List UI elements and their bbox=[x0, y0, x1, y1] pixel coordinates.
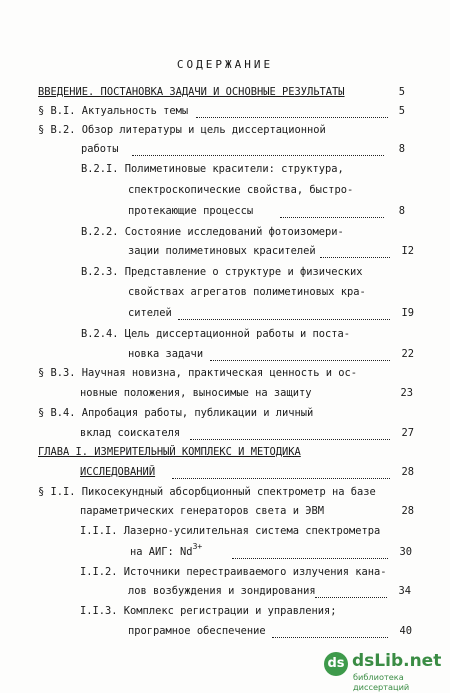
ds-logo-icon: ds bbox=[324, 652, 348, 676]
toc-entry-113: I.I.3. Комплекс регистрации и управления; bbox=[80, 605, 337, 617]
toc-page-ch1: 28 bbox=[401, 466, 414, 478]
dot-leader bbox=[315, 584, 387, 598]
toc-page-b4: 27 bbox=[401, 427, 414, 439]
toc-page-113: 40 bbox=[399, 625, 412, 637]
toc-entry-111-cont bbox=[130, 542, 203, 559]
toc-entry-b24-cont: новка задачи bbox=[128, 348, 204, 360]
toc-entry-b1: § В.I. Актуальность темы bbox=[38, 105, 189, 117]
toc-entry-b21-cont2: протекающие процессы bbox=[128, 205, 254, 217]
toc-entry-11-cont: параметрических генераторов света и ЭВМ bbox=[80, 505, 324, 517]
toc-entry-111: I.I.I. Лазерно-усилительная система спектрометра bbox=[80, 525, 381, 537]
watermark-brand: dsLib.net bbox=[352, 651, 442, 671]
toc-page-112: 34 bbox=[398, 585, 411, 597]
toc-entry-b24: В.2.4. Цель диссертационной работы и поста- bbox=[81, 328, 350, 340]
toc-entry-b3-cont: новные положения, выносимые на защиту bbox=[80, 387, 312, 399]
toc-page-b21: 8 bbox=[398, 205, 405, 217]
toc-page-b1: 5 bbox=[398, 105, 405, 117]
toc-entry-b4-cont: вклад соискателя bbox=[80, 427, 181, 439]
toc-entry-b22-cont: зации полиметиновых красителей bbox=[128, 245, 316, 257]
toc-page-11: 28 bbox=[401, 505, 414, 517]
toc-entry-11: § I.I. Пикосекундный абсорбционный спектрометр на базе bbox=[38, 486, 376, 498]
toc-entry-ch1: ГЛАВА I. ИЗМЕРИТЕЛЬНЫЙ КОМПЛЕКС И МЕТОДИКА bbox=[38, 446, 301, 458]
dot-leader bbox=[280, 204, 384, 218]
watermark-subtitle: библиотека диссертаций bbox=[353, 672, 410, 692]
toc-page-b23: I9 bbox=[401, 307, 414, 319]
toc-entry-111-formula: на АИГ: Nd bbox=[130, 546, 193, 558]
toc-entry-112-cont: лов возбуждения и зондирования bbox=[128, 585, 316, 597]
dot-leader bbox=[196, 104, 388, 118]
dot-leader bbox=[232, 545, 388, 559]
toc-page-111: 30 bbox=[399, 546, 412, 558]
dslib-watermark bbox=[324, 651, 444, 692]
toc-page-intro: 5 bbox=[398, 86, 405, 98]
toc-page-b3: 23 bbox=[400, 387, 413, 399]
toc-entry-b23: В.2.3. Представление о структуре и физических bbox=[81, 266, 363, 278]
dot-leader bbox=[132, 142, 384, 156]
toc-page-b2: 8 bbox=[398, 143, 405, 155]
dot-leader bbox=[190, 426, 390, 440]
toc-entry-b4: § В.4. Апробация работы, публикации и личный bbox=[38, 407, 314, 419]
contents-heading: СОДЕРЖАНИЕ bbox=[176, 58, 274, 71]
toc-entry-112: I.I.2. Источники перестраиваемого излучения кана- bbox=[80, 566, 387, 578]
dot-leader bbox=[320, 244, 390, 258]
toc-page-b24: 22 bbox=[401, 348, 414, 360]
dot-leader bbox=[172, 465, 390, 479]
toc-entry-b23-cont2: сителей bbox=[128, 307, 172, 319]
superscript-ion-charge: 3+ bbox=[192, 542, 203, 551]
toc-entry-b2: § В.2. Обзор литературы и цель диссертационной bbox=[38, 124, 326, 136]
toc-entry-b21: В.2.I. Полиметиновые красители: структура, bbox=[81, 163, 344, 175]
toc-entry-b23-cont1: свойствах агрегатов полиметиновых кра- bbox=[128, 286, 366, 298]
dot-leader bbox=[178, 306, 390, 320]
toc-entry-113-cont: програмное обеспечение bbox=[128, 625, 266, 637]
toc-entry-b2-cont: работы bbox=[81, 143, 119, 155]
toc-entry-b22: В.2.2. Состояние исследований фотоизомери- bbox=[81, 226, 344, 238]
toc-entry-ch1-cont: ИССЛЕДОВАНИЙ bbox=[80, 466, 156, 478]
toc-entry-intro: ВВЕДЕНИЕ. ПОСТАНОВКА ЗАДАЧИ И ОСНОВНЫЕ РЕЗУЛЬТАТЫ bbox=[38, 86, 345, 98]
toc-page-b22: I2 bbox=[401, 245, 414, 257]
dot-leader bbox=[210, 347, 390, 361]
dot-leader bbox=[272, 624, 388, 638]
toc-entry-b3: § В.3. Научная новизна, практическая ценность и ос- bbox=[38, 367, 358, 379]
toc-entry-b21-cont1: спектроскопические свойства, быстро- bbox=[128, 184, 354, 196]
